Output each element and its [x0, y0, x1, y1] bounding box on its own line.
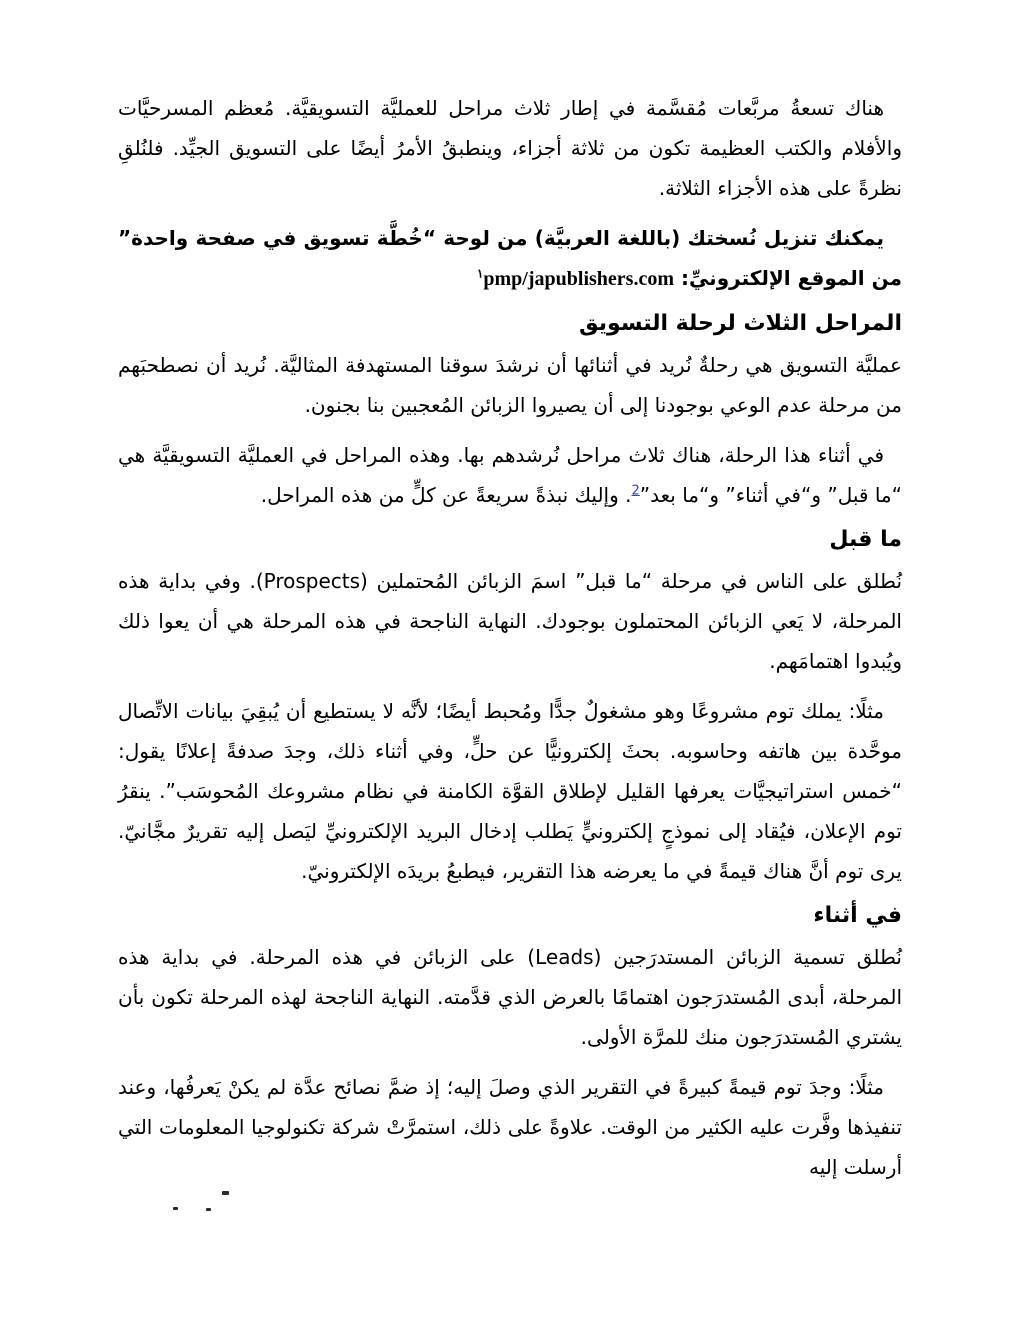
footnote-marker-1: ١ — [476, 266, 484, 281]
section1-paragraph1: عمليَّة التسويق هي رحلةٌ نُريد في أثنائها أن نرشدَ سوقنا المستهدفة المثاليَّة. نُريد أن نصطحبَهم من مرحلة عدم الوعي بوجودنا إلى أن يصيروا الزبائن المُعجبين بنا بجنون. — [118, 353, 902, 417]
download-note — [118, 218, 902, 299]
section-heading-marketing-journey: المراحل الثلاث لرحلة التسويق — [578, 311, 902, 336]
section-heading-before: ما قبل — [829, 527, 902, 552]
section1-paragraph2-text: في أثناء هذا الرحلة، هناك ثلاث مراحل نُرشدهم بها. وهذه المراحل في العمليَّة التسويقيَّة هي “ما قبل” و“في أثناء” و“ما بعد” — [118, 443, 902, 507]
download-url-run — [477, 268, 674, 290]
download-note-text: يمكنك تنزيل نُسختك (باللغة العربيَّة) من لوحة “خُطَّة تسويق في صفحة واحدة” من الموقع الإلكترونيِّ: — [118, 226, 902, 290]
section1-paragraph2 — [118, 435, 902, 515]
cut-off-line-artifact — [118, 1197, 902, 1227]
download-url: pmp/japublishers.com — [483, 268, 674, 290]
section1-paragraph2-tail: . وإليك نبذةً سريعةً عن كلٍّ من هذه المراحل. — [260, 483, 632, 507]
intro-paragraph: هناك تسعةُ مربَّعات مُقسَّمة في إطار ثلاث مراحل للعمليَّة التسويقيَّة. مُعظم المسرحيَّات والأفلام والكتب العظيمة تكون من ثلاثة أجزاء، وينطبقُ الأمرُ أيضًا على التسويق الجيِّد. فلنُلقِ نظرةً على هذه الأجزاء الثلاثة. — [118, 96, 902, 200]
section2-paragraph2: مثلًا: يملك توم مشروعًا وهو مشغولٌ جدًّا ومُحبط أيضًا؛ لأنَّه لا يستطيع أن يُبقِيَ بيانات الاتِّصال موحَّدة بين هاتفه وحاسوبه. بحثَ إلكترونيًّا عن حلٍّ، وفي أثناء ذلك، وجدَ صدفةً إعلانًا يقول: “خمس استراتيجيَّات يعرفها القليل لإطلاق القوَّة الكامنة في نظام مشروعك المُحوسَب”. ينقرُ توم الإعلان، فيُقاد إلى نموذجٍ إلكترونيٍّ يَطلب إدخال البريد الإلكترونيِّ ليَصل إليه تقريرٌ مجَّانيّ. يرى توم أنَّ هناك قيمةً في ما يعرضه هذا التقرير، فيطبعُ بريدَه الإلكترونيّ. — [118, 699, 902, 883]
footnote-ref-2 — [631, 483, 639, 498]
section2-paragraph1: نُطلق على الناس في مرحلة “ما قبل” اسمَ الزبائن المُحتملين (Prospects). وفي بداية هذه المرحلة، لا يَعي الزبائن المحتملون بوجودك. النهاية الناجحة في هذه المرحلة هي أن يعوا ذلك ويُبدوا اهتمامَهم. — [118, 569, 903, 673]
section3-paragraph1: نُطلق تسمية الزبائن المستدرَجين (Leads) على الزبائن في هذه المرحلة. في بداية هذه المرحلة، أبدى المُستدرَجون اهتمامًا بالعرض الذي قدَّمته. النهاية الناجحة لهذه المرحلة تكون بأن يشتري المُستدرَجون منك للمرَّة الأولى. — [118, 945, 902, 1049]
section-heading-during: في أثناء — [813, 903, 902, 928]
section3-paragraph2: مثلًا: وجدَ توم قيمةً كبيرةً في التقرير الذي وصلَ إليه؛ إذ ضمَّ نصائح عدَّة لم يكنْ يَعرفُها، وعند تنفيذها وفَّرت عليه الكثير من الوقت. علاوةً على ذلك، استمرَّتْ شركة تكنولوجيا المعلومات التي أرسلت إليه — [118, 1075, 902, 1179]
footnote-link-2[interactable]: 2 — [631, 483, 640, 499]
